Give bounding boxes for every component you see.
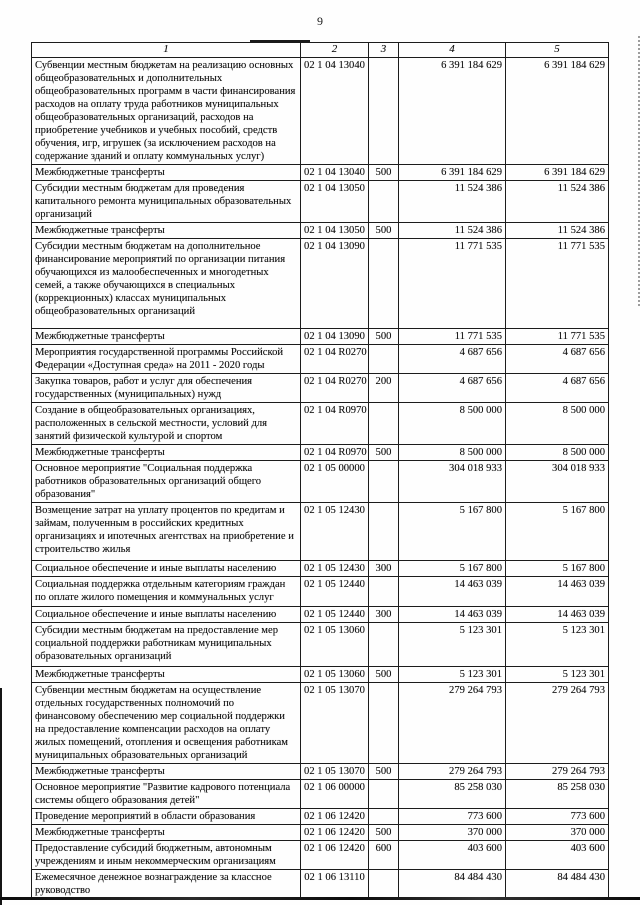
- row-code-cell: 02 1 04 R0270: [301, 374, 369, 403]
- row-code-cell: 02 1 05 12440: [301, 607, 369, 623]
- table-row: [32, 223, 609, 239]
- row-amount-col5-cell: 4 687 656: [506, 374, 609, 403]
- row-amount-col4-cell: 8 500 000: [399, 403, 506, 445]
- table-row: [32, 561, 609, 577]
- row-name-cell: Закупка товаров, работ и услуг для обеспечения государственных (муниципальных) нужд: [32, 374, 301, 403]
- row-amount-col5-cell: 11 771 535: [506, 329, 609, 345]
- row-name-cell: Субсидии местным бюджетам на дополнительное финансирование мероприятий по организации питания обучающихся из малообеспеченных и многодетных семей, а также обучающихся в специальных (коррекционных) классах муниципальных общеобразовательных организаций: [32, 239, 301, 329]
- row-expense-type-cell: [369, 461, 399, 503]
- table-row: [32, 165, 609, 181]
- table-row: [32, 461, 609, 503]
- column-header-1: 1: [32, 43, 301, 58]
- row-amount-col4-cell: 279 264 793: [399, 683, 506, 764]
- row-code-cell: 02 1 04 13090: [301, 329, 369, 345]
- table-row: [32, 58, 609, 165]
- page-number: 9: [317, 14, 323, 28]
- table-row: [32, 780, 609, 809]
- row-code-cell: 02 1 04 13050: [301, 223, 369, 239]
- row-name-cell: Межбюджетные трансферты: [32, 329, 301, 345]
- row-expense-type-cell: [369, 623, 399, 667]
- table-row: [32, 809, 609, 825]
- row-code-cell: 02 1 06 12420: [301, 841, 369, 870]
- row-name-cell: Предоставление субсидий бюджетным, автономным учреждениям и иным некоммерческим организациям: [32, 841, 301, 870]
- row-name-cell: Межбюджетные трансферты: [32, 165, 301, 181]
- row-expense-type-cell: [369, 403, 399, 445]
- table-row: [32, 403, 609, 445]
- row-amount-col4-cell: 85 258 030: [399, 780, 506, 809]
- row-name-cell: Ежемесячное денежное вознаграждение за классное руководство: [32, 870, 301, 900]
- row-name-cell: Социальное обеспечение и иные выплаты населению: [32, 607, 301, 623]
- budget-table-body: [32, 58, 609, 900]
- row-expense-type-cell: 600: [369, 841, 399, 870]
- row-amount-col4-cell: 4 687 656: [399, 374, 506, 403]
- row-code-cell: 02 1 06 00000: [301, 780, 369, 809]
- row-expense-type-cell: [369, 181, 399, 223]
- table-row: [32, 181, 609, 223]
- row-amount-col5-cell: 403 600: [506, 841, 609, 870]
- column-header-2: 2: [301, 43, 369, 58]
- row-amount-col5-cell: 11 524 386: [506, 181, 609, 223]
- table-row: [32, 345, 609, 374]
- row-code-cell: 02 1 04 13040: [301, 165, 369, 181]
- row-amount-col5-cell: 11 771 535: [506, 239, 609, 329]
- row-amount-col5-cell: 6 391 184 629: [506, 165, 609, 181]
- row-amount-col4-cell: 14 463 039: [399, 607, 506, 623]
- row-name-cell: Социальная поддержка отдельным категориям граждан по оплате жилого помещения и коммунальных услуг: [32, 577, 301, 607]
- row-expense-type-cell: 300: [369, 607, 399, 623]
- row-code-cell: 02 1 05 12430: [301, 561, 369, 577]
- row-expense-type-cell: [369, 780, 399, 809]
- row-amount-col5-cell: 84 484 430: [506, 870, 609, 900]
- row-code-cell: 02 1 04 R0970: [301, 445, 369, 461]
- row-amount-col4-cell: 8 500 000: [399, 445, 506, 461]
- row-code-cell: 02 1 05 13070: [301, 764, 369, 780]
- row-amount-col5-cell: 5 167 800: [506, 503, 609, 561]
- row-name-cell: Субсидии местным бюджетам для проведения капитального ремонта муниципальных образовательных организаций: [32, 181, 301, 223]
- table-row: [32, 445, 609, 461]
- row-amount-col4-cell: 304 018 933: [399, 461, 506, 503]
- row-code-cell: 02 1 04 R0270: [301, 345, 369, 374]
- row-amount-col4-cell: 5 167 800: [399, 503, 506, 561]
- row-name-cell: Социальное обеспечение и иные выплаты населению: [32, 561, 301, 577]
- row-amount-col5-cell: 6 391 184 629: [506, 58, 609, 165]
- row-amount-col5-cell: 8 500 000: [506, 403, 609, 445]
- row-expense-type-cell: 500: [369, 667, 399, 683]
- row-amount-col5-cell: 5 123 301: [506, 667, 609, 683]
- row-amount-col5-cell: 4 687 656: [506, 345, 609, 374]
- row-amount-col4-cell: 773 600: [399, 809, 506, 825]
- row-name-cell: Межбюджетные трансферты: [32, 667, 301, 683]
- table-row: [32, 607, 609, 623]
- table-row: [32, 374, 609, 403]
- row-name-cell: Мероприятия государственной программы Российской Федерации «Доступная среда» на 2011 - 2020 годы: [32, 345, 301, 374]
- row-amount-col5-cell: 8 500 000: [506, 445, 609, 461]
- row-amount-col4-cell: 6 391 184 629: [399, 58, 506, 165]
- row-name-cell: Субвенции местным бюджетам на осуществление отдельных государственных полномочий по финансовому обеспечению мер социальной поддержки на предоставление компенсации расходов на оплату жилых помещений, отопления и освещения работникам муниципальных образовательных организаций: [32, 683, 301, 764]
- row-amount-col4-cell: 11 771 535: [399, 329, 506, 345]
- row-code-cell: 02 1 04 R0970: [301, 403, 369, 445]
- row-name-cell: Межбюджетные трансферты: [32, 825, 301, 841]
- row-expense-type-cell: [369, 239, 399, 329]
- table-row: [32, 623, 609, 667]
- table-row: [32, 764, 609, 780]
- row-expense-type-cell: 200: [369, 374, 399, 403]
- table-row: [32, 667, 609, 683]
- table-row: [32, 870, 609, 900]
- row-amount-col4-cell: 5 167 800: [399, 561, 506, 577]
- budget-table: [31, 42, 609, 900]
- row-code-cell: 02 1 05 13070: [301, 683, 369, 764]
- table-row: [32, 329, 609, 345]
- table-row: [32, 683, 609, 764]
- row-expense-type-cell: [369, 683, 399, 764]
- row-name-cell: Проведение мероприятий в области образования: [32, 809, 301, 825]
- row-name-cell: Субсидии местным бюджетам на предоставление мер социальной поддержки работникам муниципальных образовательных организаций: [32, 623, 301, 667]
- row-code-cell: 02 1 05 13060: [301, 667, 369, 683]
- row-expense-type-cell: 500: [369, 825, 399, 841]
- scan-artifact-top-smudge: [250, 40, 310, 43]
- row-code-cell: 02 1 04 13090: [301, 239, 369, 329]
- row-amount-col5-cell: 279 264 793: [506, 683, 609, 764]
- row-code-cell: 02 1 05 13060: [301, 623, 369, 667]
- row-code-cell: 02 1 05 00000: [301, 461, 369, 503]
- row-amount-col5-cell: 14 463 039: [506, 577, 609, 607]
- column-header-5: 5: [506, 43, 609, 58]
- row-name-cell: Возмещение затрат на уплату процентов по кредитам и займам, полученным в российских кредитных организациях и ипотечных агентствах на приобретение и строительство жилья: [32, 503, 301, 561]
- row-expense-type-cell: [369, 809, 399, 825]
- table-row: [32, 841, 609, 870]
- table-header-row: [32, 43, 609, 58]
- row-amount-col4-cell: 84 484 430: [399, 870, 506, 900]
- row-name-cell: Субвенции местным бюджетам на реализацию основных общеобразовательных и дополнительных общеобразовательных программ в части финансирования расходов на оплату труда работников муниципальных общеобразовательных организаций, расходов на приобретение учебников и учебных пособий, средств обучения, игр, игрушек (за исключением расходов на содержание зданий и оплату коммунальных услуг): [32, 58, 301, 165]
- row-expense-type-cell: 500: [369, 165, 399, 181]
- row-name-cell: Основное мероприятие "Социальная поддержка работников образовательных организаций общего образования": [32, 461, 301, 503]
- scan-artifact-left-edge: [0, 688, 2, 905]
- row-amount-col5-cell: 279 264 793: [506, 764, 609, 780]
- row-name-cell: Создание в общеобразовательных организациях, расположенных в сельской местности, условий для занятий физической культурой и спортом: [32, 403, 301, 445]
- scan-artifact-right-edge: [636, 36, 640, 306]
- row-expense-type-cell: [369, 503, 399, 561]
- row-code-cell: 02 1 04 13040: [301, 58, 369, 165]
- row-amount-col5-cell: 14 463 039: [506, 607, 609, 623]
- row-amount-col4-cell: 11 524 386: [399, 181, 506, 223]
- row-code-cell: 02 1 06 12420: [301, 825, 369, 841]
- row-amount-col4-cell: 5 123 301: [399, 623, 506, 667]
- row-expense-type-cell: 500: [369, 445, 399, 461]
- row-name-cell: Межбюджетные трансферты: [32, 445, 301, 461]
- row-amount-col5-cell: 370 000: [506, 825, 609, 841]
- row-amount-col5-cell: 11 524 386: [506, 223, 609, 239]
- row-amount-col4-cell: 5 123 301: [399, 667, 506, 683]
- row-expense-type-cell: 500: [369, 223, 399, 239]
- row-expense-type-cell: 500: [369, 329, 399, 345]
- row-expense-type-cell: [369, 345, 399, 374]
- row-amount-col5-cell: 773 600: [506, 809, 609, 825]
- row-expense-type-cell: 300: [369, 561, 399, 577]
- row-name-cell: Межбюджетные трансферты: [32, 764, 301, 780]
- table-row: [32, 239, 609, 329]
- row-amount-col4-cell: 11 524 386: [399, 223, 506, 239]
- row-amount-col5-cell: 85 258 030: [506, 780, 609, 809]
- scan-artifact-bottom-edge: [0, 897, 640, 900]
- row-name-cell: Основное мероприятие "Развитие кадрового потенциала системы общего образования детей": [32, 780, 301, 809]
- row-amount-col4-cell: 403 600: [399, 841, 506, 870]
- row-code-cell: 02 1 05 12440: [301, 577, 369, 607]
- table-row: [32, 503, 609, 561]
- column-header-4: 4: [399, 43, 506, 58]
- row-amount-col4-cell: 279 264 793: [399, 764, 506, 780]
- row-amount-col4-cell: 6 391 184 629: [399, 165, 506, 181]
- row-amount-col5-cell: 304 018 933: [506, 461, 609, 503]
- row-expense-type-cell: 500: [369, 764, 399, 780]
- row-expense-type-cell: [369, 58, 399, 165]
- row-code-cell: 02 1 04 13050: [301, 181, 369, 223]
- row-code-cell: 02 1 06 13110: [301, 870, 369, 900]
- row-amount-col5-cell: 5 123 301: [506, 623, 609, 667]
- row-amount-col5-cell: 5 167 800: [506, 561, 609, 577]
- table-row: [32, 825, 609, 841]
- row-amount-col4-cell: 14 463 039: [399, 577, 506, 607]
- row-code-cell: 02 1 06 12420: [301, 809, 369, 825]
- row-amount-col4-cell: 370 000: [399, 825, 506, 841]
- row-amount-col4-cell: 11 771 535: [399, 239, 506, 329]
- row-expense-type-cell: [369, 870, 399, 900]
- row-code-cell: 02 1 05 12430: [301, 503, 369, 561]
- row-amount-col4-cell: 4 687 656: [399, 345, 506, 374]
- table-row: [32, 577, 609, 607]
- column-header-3: 3: [369, 43, 399, 58]
- row-expense-type-cell: [369, 577, 399, 607]
- row-name-cell: Межбюджетные трансферты: [32, 223, 301, 239]
